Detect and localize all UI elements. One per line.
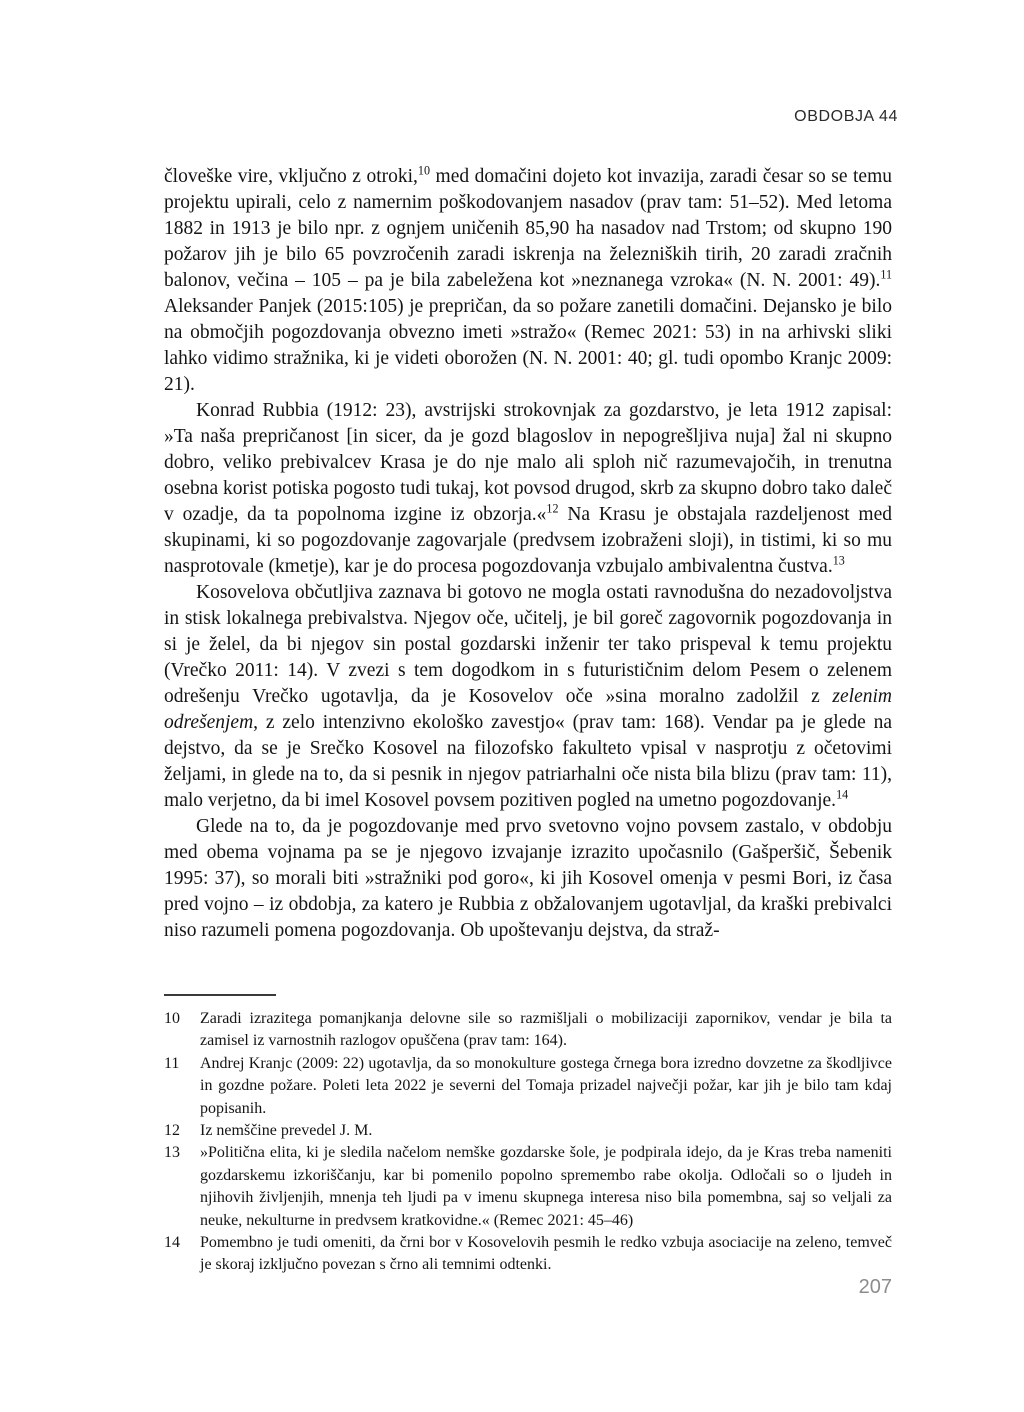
footnote-marker: 10: [417, 163, 430, 178]
footnotes-list: [164, 1008, 892, 1277]
text-run: človeške vire, vključno z otroki,: [164, 166, 418, 187]
body-paragraph: [164, 814, 892, 944]
page-number: 207: [858, 1276, 892, 1298]
text-run: , z zelo intenzivno ekološko zavestjo« (prav tam: 168). Vendar pa je glede na dejstvo, da se je Srečko Kosovel na filozofsko fakulteto vpisal v nasprotju z očetovimi željami, in glede na to, da si pesnik in njegov patriarhalni oče nista bila blizu (prav tam: 11), malo verjetno, da bi imel Kosovel povsem pozitiven pogled na umetno pogozdovanje.: [164, 712, 892, 811]
footnote-marker: 11: [880, 267, 892, 282]
text-run: Konrad Rubbia (1912: 23), avstrijski strokovnjak za gozdarstvo, je leta 1912 zapisal: »Ta naša prepričanost [in sicer, da je gozd blagoslov in nepogrešljiva nuja] žal ni skupno dobro, veliko prebivalcev Krasa je do nje malo ali sploh nič razumevajočih, in trenutna osebna korist potiska pogosto tudi tukaj, kot povsod drugod, skrb za skupno dobro tako daleč v ozadje, da ta popolnoma izgine iz obzorja.«: [164, 400, 892, 525]
footnote-number: 10: [164, 1010, 180, 1027]
footnote-text: Zaradi izrazitega pomanjkanja delovne sile so razmišljali o mobilizaciji zapornikov, vendar je bila ta zamisel iz varnostnih razlogov opuščena (prav tam: 164).: [200, 1010, 892, 1050]
text-run: med domačini dojeto kot invazija, zaradi česar so se temu projektu upirali, celo z namernim poškodovanjem nasadov (prav tam: 51–52). Med letoma 1882 in 1913 je bilo npr. z ognjem uničenih 85,90 ha nasadov nad Trstom; od skupno 190 požarov jih je bilo 65 povzročenih zaradi iskrenja na železniških tirih, 20 zaradi zračnih balonov, večina – 105 – pa je bila zabeležena kot »neznanega vzroka« (N. N. 2001: 49).: [164, 166, 893, 291]
text-run: Na Krasu je obstajala razdeljenost med skupinami, ki so pogozdovanje zagovarjale (predvsem izobraženi sloji), in tistimi, ki so mu nasprotovale (kmetje), kar je do procesa pogozdovanja vzbujalo ambivalentna čustva.: [164, 504, 892, 577]
running-header: OBDOBJA 44: [794, 108, 898, 125]
footnote-item: [164, 1142, 892, 1232]
footnote-number: 14: [164, 1234, 180, 1252]
text-run: Kosovelova občutljiva zaznava bi gotovo ne mogla ostati ravnodušna do nezadovoljstva in stisk lokalnega prebivalstva. Njegov oče, učitelj, je bil goreč zagovornik pogozdovanja in si je želel, da bi njegov sin postal gozdarski inženir ter tako prispeval k temu projektu (Vrečko 2011: 14). V zvezi s tem dogodkom in s futurističnim delom Pesem o zelenem odrešenju Vrečko ugotavlja, da je Kosovelov oče »sina moralno zadolžil z: [164, 582, 892, 707]
text-run: zelenim odrešenjem: [164, 686, 892, 733]
footnote-text: »Politična elita, ki je sledila načelom nemške gozdarske šole, je podpirala idejo, da je Kras treba nameniti gozdarskemu izkoriščanju, kar bi pomenilo popolno spremembo rabe okolja. Odločali so o ljudeh in njihovih življenjih, mnenja teh ljudi pa v imenu skupnega interesa niso bila pomembna, saj so veljali za neuke, nekulturne in predvsem kratkovidne.« (Remec 2021: 45–46): [200, 1144, 892, 1229]
footnote-text: Iz nemščine prevedel J. M.: [200, 1122, 373, 1140]
text-run: Aleksander Panjek (2015:105) je prepričan, da so požare zanetili domačini. Dejansko je bilo na območjih pogozdovanja obvezno imeti »stražo« (Remec 2021: 53) in na arhivski sliki lahko vidimo stražnika, ki je videti oborožen (N. N. 2001: 40; gl. tudi opombo Kranjc 2009: 21).: [164, 296, 892, 395]
footnote-item: [164, 1053, 892, 1120]
footnote-text: Pomembno je tudi omeniti, da črni bor v Kosovelovih pesmih le redko vzbuja asociacije na zeleno, temveč je skoraj izključno povezan s črno ali temnimi odtenki.: [200, 1234, 892, 1274]
footnote-number: 12: [164, 1122, 180, 1140]
footnote-marker: 14: [836, 787, 849, 802]
text-run: Glede na to, da je pogozdovanje med prvo svetovno vojno povsem zastalo, v obdobju med obema vojnama pa se je njegovo izvajanje izrazito upočasnilo (Gašperšič, Šebenik 1995: 37), so morali biti »stražniki pod goro«, ki jih Kosovel omenja v pesmi Bori, iz časa pred vojno – iz obdobja, za katero je Rubbia z obžalovanjem ugotavljal, da kraški prebivalci niso razumeli pomena pogozdovanja. Ob upoštevanju dejstva, da straž-: [164, 816, 892, 941]
body-paragraph: [164, 580, 892, 814]
footnote-marker: 13: [832, 553, 845, 568]
footnote-number: 13: [164, 1144, 180, 1162]
footnote-item: [164, 1120, 892, 1142]
footnote-marker: 12: [546, 501, 559, 516]
footnote-item: [164, 1008, 892, 1053]
body-paragraph: [164, 398, 892, 580]
body-text-block: [164, 164, 892, 944]
footnote-text: Andrej Kranjc (2009: 22) ugotavlja, da so monokulture gostega črnega bora izredno dovzetne za škodljivce in gozdne požare. Poleti leta 2022 je severni del Tomaja prizadel največji požar, kar jih je bilo tam kdaj popisanih.: [200, 1054, 892, 1117]
footnote-number: 11: [164, 1054, 180, 1072]
body-paragraph: [164, 164, 892, 398]
footnote-separator-rule: [164, 994, 276, 996]
footnote-item: [164, 1232, 892, 1277]
